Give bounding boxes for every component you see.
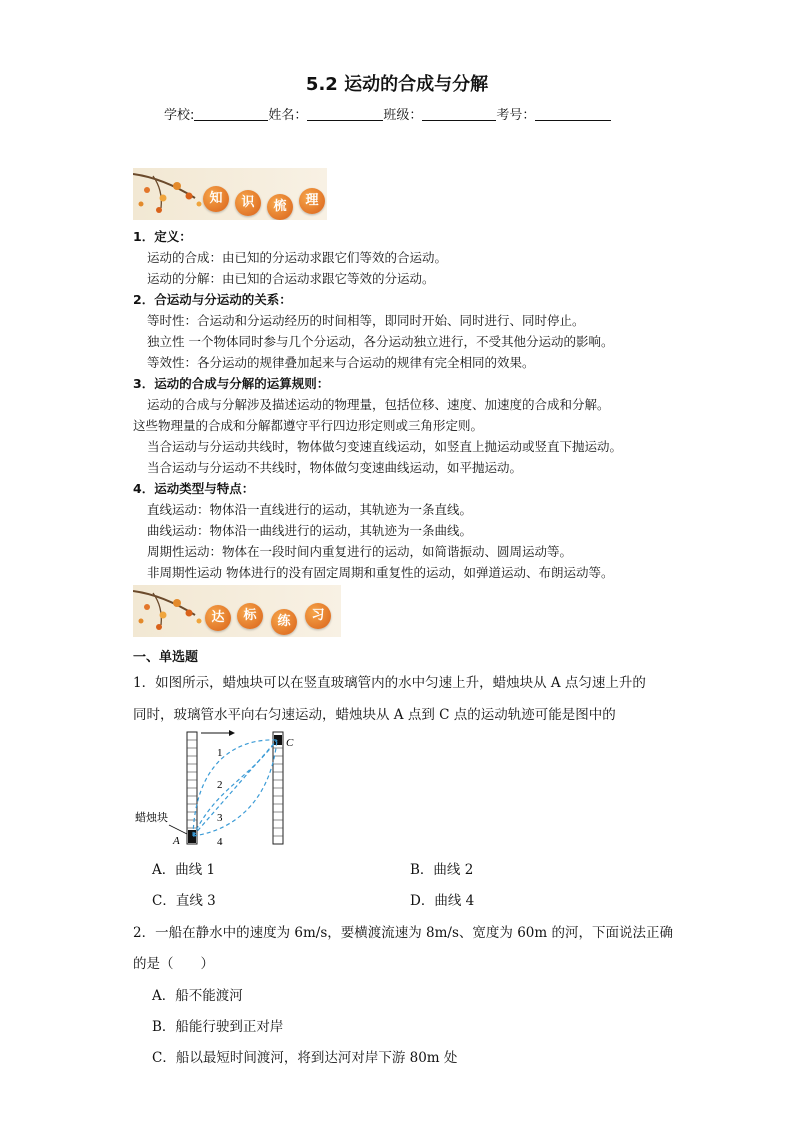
knowledge-line: 这些物理量的合成和分解都遵守平行四边形定则或三角形定则。 (133, 418, 484, 433)
candle-tube-figure (133, 726, 313, 848)
number-blank[interactable] (535, 108, 611, 121)
knowledge-line: 运动的合成与分解涉及描述运动的物理量，包括位移、速度、加速度的合成和分解。 (147, 397, 610, 412)
number-label: 考号： (496, 108, 536, 123)
knowledge-heading: 2．合运动与分运动的关系： (133, 292, 292, 307)
knowledge-heading: 1．定义： (133, 229, 192, 244)
curve-label: 1 (217, 747, 223, 759)
line-3 (193, 740, 277, 836)
point-c-label: C (286, 737, 294, 749)
arrow-head-icon (229, 730, 235, 736)
banner-char: 达 (205, 605, 231, 631)
curve-label: 4 (217, 836, 223, 848)
banner-char: 知 (203, 186, 229, 212)
knowledge-line: 独立性 一个物体同时参与几个分运动，各分运动独立进行，不受其他分运动的影响。 (147, 334, 614, 349)
autumn-branch-icon (133, 168, 213, 220)
candle-label: 蜡烛块 (135, 811, 168, 824)
knowledge-line: 等效性：各分运动的规律叠加起来与合运动的规律有完全相同的效果。 (147, 355, 535, 370)
class-blank[interactable] (422, 108, 496, 121)
banner-char: 习 (305, 603, 331, 629)
knowledge-section (133, 226, 773, 583)
question-2-line-2: 的是（ ） (133, 956, 214, 972)
point-a-label: A (173, 835, 180, 847)
school-blank[interactable] (194, 108, 268, 121)
curve-label: 2 (217, 779, 223, 791)
knowledge-line: 等时性：合运动和分运动经历的时间相等，即同时开始、同时进行、同时停止。 (147, 313, 585, 328)
q1-option-c[interactable]: C．直线 3 (152, 893, 216, 909)
student-info-line (164, 104, 611, 123)
knowledge-heading: 4．运动类型与特点： (133, 481, 255, 496)
banner-char: 标 (237, 603, 263, 629)
q1-option-b[interactable]: B．曲线 2 (410, 862, 474, 878)
q2-option-c[interactable]: C．船以最短时间渡河，将到达河对岸下游 80m 处 (152, 1050, 458, 1066)
school-label: 学校: (164, 108, 195, 123)
candle-block-a (188, 830, 196, 843)
question-1-line-2: 同时，玻璃管水平向右匀速运动，蜡烛块从 A 点到 C 点的运动轨迹可能是图中的 (133, 707, 616, 723)
banner-char: 理 (299, 188, 325, 214)
knowledge-line: 直线运动：物体沿一直线进行的运动，其轨迹为一条直线。 (147, 502, 473, 517)
knowledge-line: 曲线运动：物体沿一曲线进行的运动，其轨迹为一条曲线。 (147, 523, 473, 538)
knowledge-heading: 3．运动的合成与分解的运算规则： (133, 376, 330, 391)
knowledge-banner (133, 168, 327, 220)
practice-banner (133, 585, 341, 637)
trajectory-curves (193, 740, 277, 836)
knowledge-line: 当合运动与分运动共线时，物体做匀变速直线运动，如竖直上抛运动或竖直下抛运动。 (147, 439, 623, 454)
q2-option-b[interactable]: B．船能行驶到正对岸 (152, 1019, 284, 1035)
banner-char: 练 (271, 609, 297, 635)
name-label: 姓名： (268, 108, 308, 123)
knowledge-line: 非周期性运动 物体进行的没有固定周期和重复性的运动，如弹道运动、布朗运动等。 (147, 565, 614, 580)
question-2-line-1: 2．一船在静水中的速度为 6m/s，要横渡流速为 8m/s、宽度为 60m 的河，下面说法正确 (133, 925, 673, 941)
knowledge-line: 运动的合成：由已知的分运动求跟它们等效的合运动。 (147, 250, 448, 265)
page-title: 5.2 运动的合成与分解 (305, 74, 489, 95)
q2-option-a[interactable]: A．船不能渡河 (152, 988, 243, 1004)
q1-option-a[interactable]: A．曲线 1 (152, 862, 216, 878)
knowledge-line: 周期性运动：物体在一段时间内重复进行的运动，如简谐振动、圆周运动等。 (147, 544, 573, 559)
knowledge-line: 当合运动与分运动不共线时，物体做匀变速曲线运动，如平抛运动。 (147, 460, 523, 475)
section-heading: 一、单选题 (133, 650, 199, 665)
class-label: 班级： (383, 108, 423, 123)
knowledge-line: 运动的分解：由已知的合运动求跟它等效的分运动。 (147, 271, 435, 286)
banner-char: 识 (235, 190, 261, 216)
question-1-line-1: 1．如图所示，蜡烛块可以在竖直玻璃管内的水中匀速上升，蜡烛块从 A 点匀速上升的 (133, 675, 646, 691)
q1-option-d[interactable]: D．曲线 4 (410, 893, 475, 909)
banner-char: 梳 (267, 194, 293, 220)
candle-pointer (169, 825, 187, 834)
autumn-branch-icon (133, 585, 213, 637)
curve-label: 3 (217, 812, 223, 824)
name-blank[interactable] (307, 108, 383, 121)
